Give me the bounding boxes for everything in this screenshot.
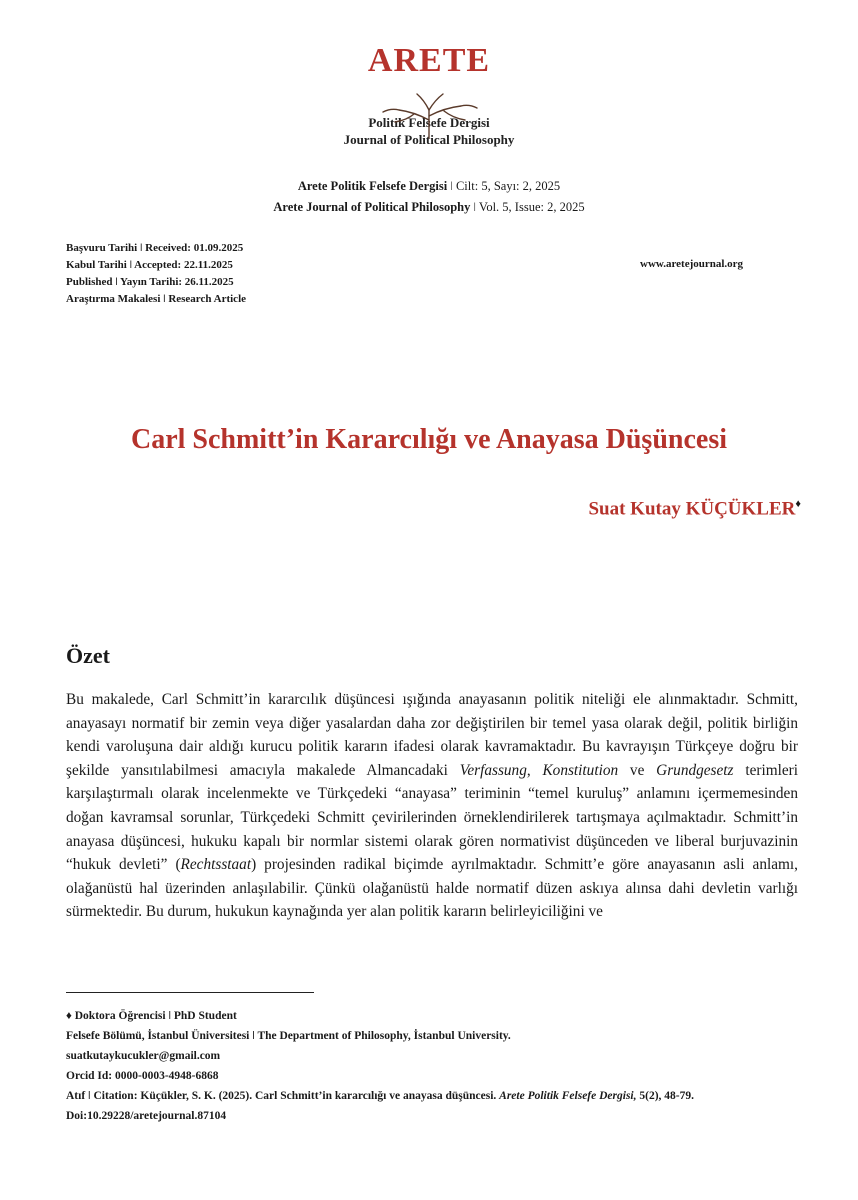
journal-logo — [0, 42, 858, 148]
journal-info-line-en: Arete Journal of Political Philosophy ǀ Vol. 5, Issue: 2, 2025 — [273, 200, 585, 214]
footnote-divider — [66, 992, 314, 993]
abstract-heading: Özet — [66, 643, 110, 668]
abstract-text: Bu makalede, Carl Schmitt’in kararcılık düşüncesi ışığında anayasanın politik niteliği ele alınmaktadır. Schmitt, anayasayı normatif bir zemin veya diğer yasalardan daha zor değiştirilen bir temel yasa olarak değil, politik birliğin kendi varoluşuna dair aldığı kurucu politik kararın ifadesi olarak kavramaktadır. Bu kavrayışın Türkçeye doğru bir şekilde yansıtılabilmesi amacıyla makalede Almancadaki Verfassung, Konstitution ve Grundgesetz terimleri karşılaştırmalı olarak incelenmekte ve Türkçedeki “anayasa” teriminin “temel kuruluş” anlamını içermemesinden doğan kavramsal sorunlar, Türkçedeki Schmitt çevirilerinden örneklendirilerek tartışmaya açılmaktadır. Schmitt’in anayasa düşüncesi, hukuku kapalı bir normlar sistemi olarak gören normativist düşünceden ve liberal burjuvazinin “hukuk devleti” (Rechtsstaat) projesinden radikal biçimde ayrılmaktadır. Schmitt’e göre anayasanın asli anlamı, olağanüstü hal üzerinden anlaşılabilir. Çünkü olağanüstü halde normatif düzen askıya alınsa dahi devletin varlığı sürmektedir. Bu durum, hukukun kaynağında yer alan politik kararın belirleyiciliğini ve — [66, 691, 798, 921]
author-footnote-marker[interactable]: ♦ — [795, 498, 801, 510]
logo-subtitle-en: Journal of Political Philosophy — [343, 132, 515, 147]
journal-info-line-tr: Arete Politik Felsefe Dergisi ǀ Cilt: 5, Sayı: 2, 2025 — [297, 179, 561, 193]
journal-info — [0, 176, 858, 218]
author-email-link[interactable]: suatkutaykucukler@gmail.com — [66, 1050, 221, 1062]
citation: Atıf ǀ Citation: Küçükler, S. K. (2025). Carl Schmitt’in kararcılığı ve anayasa düşüncesi. Arete Politik Felsefe Dergisi, 5(2), 48-79. Doi:10.29228/aretejournal.87104 — [66, 1090, 694, 1122]
accepted-date: Kabul Tarihi ǀ Accepted: 22.11.2025 — [66, 259, 233, 271]
article-dates — [66, 240, 246, 308]
footnotes — [66, 1006, 801, 1126]
footnote-affiliation: ♦ Doktora Öğrencisi ǀ PhD Student — [66, 1010, 237, 1022]
footnote-department: Felsefe Bölümü, İstanbul Üniversitesi ǀ The Department of Philosophy, İstanbul University. — [66, 1030, 511, 1042]
author-name: Suat Kutay KÜÇÜKLER♦ — [588, 498, 801, 520]
logo-title: ARETE — [367, 42, 491, 79]
article-type: Araştırma Makalesi ǀ Research Article — [66, 293, 247, 305]
journal-website-link[interactable]: www.aretejournal.org — [640, 258, 744, 270]
logo-subtitle-tr: Politik Felsefe Dergisi — [368, 115, 490, 130]
article-title: Carl Schmitt’in Kararcılığı ve Anayasa Düşüncesi — [130, 424, 728, 455]
author-orcid: Orcid Id: 0000-0003-4948-6868 — [66, 1070, 219, 1082]
tree-icon — [369, 80, 489, 140]
received-date: Başvuru Tarihi ǀ Received: 01.09.2025 — [66, 242, 244, 254]
published-date: Published ǀ Yayın Tarihi: 26.11.2025 — [66, 276, 234, 288]
